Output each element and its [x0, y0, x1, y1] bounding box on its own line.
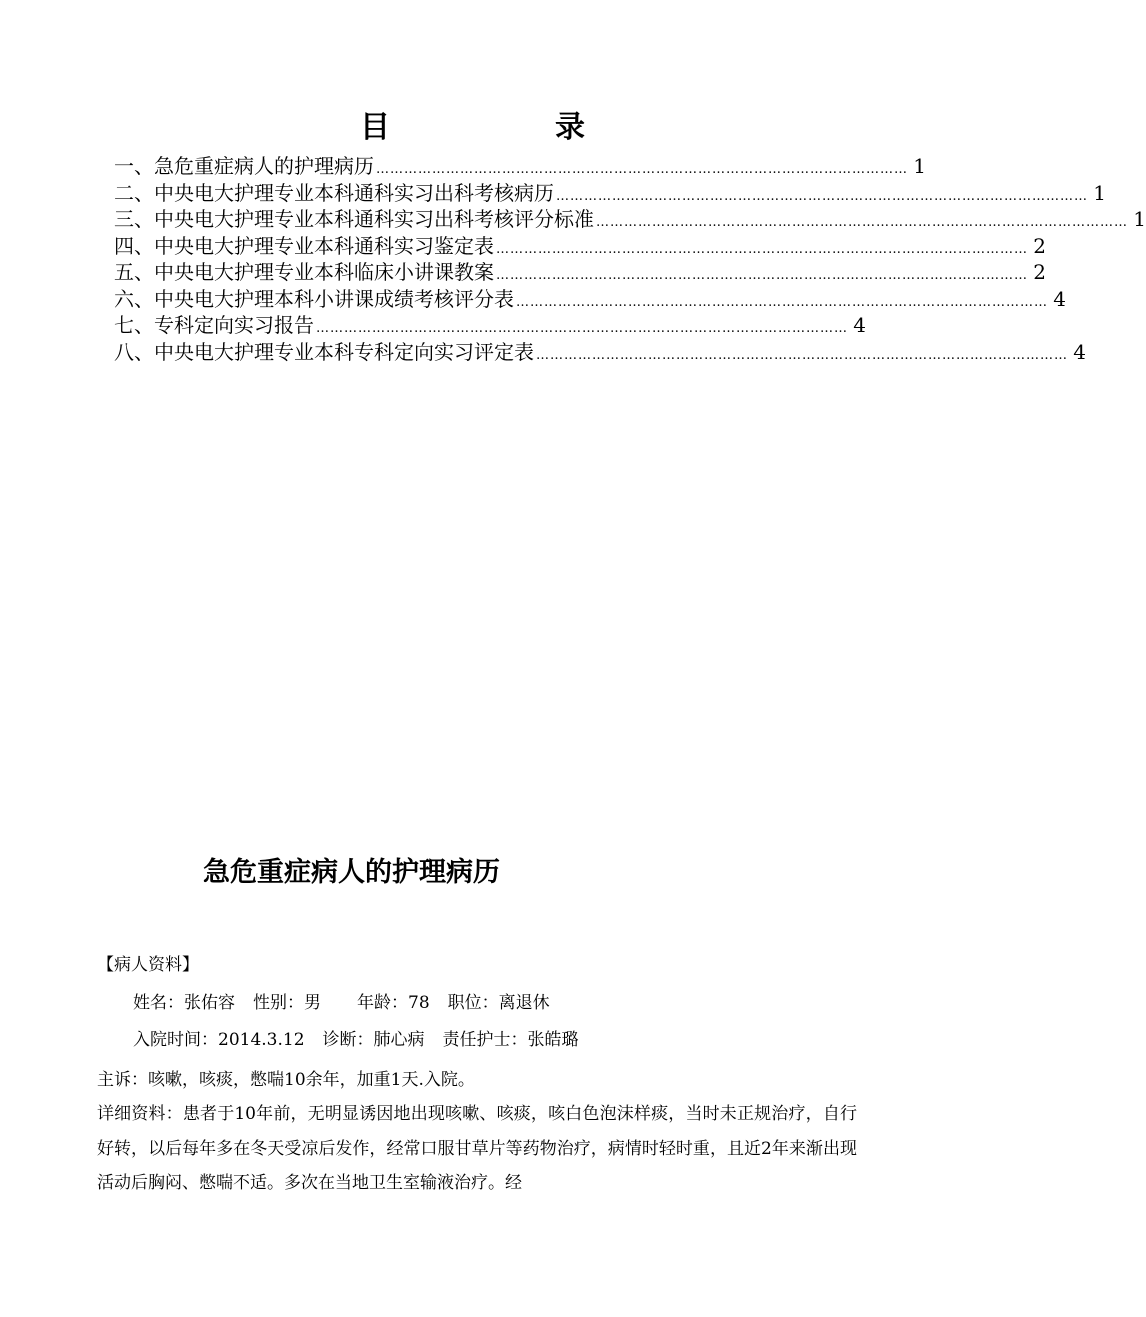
toc-title	[0, 108, 950, 148]
toc-entry-label: 八、中央电大护理专业本科专科定向实习评定表	[114, 339, 534, 364]
toc-entry[interactable]	[114, 153, 926, 180]
toc-entry[interactable]	[114, 259, 1046, 286]
toc-entry-page: 2	[1033, 260, 1046, 284]
responsible-nurse: 责任护士：张皓璐	[442, 1030, 579, 1050]
toc-entry[interactable]	[114, 286, 1066, 313]
toc-title-char-1: 目	[360, 110, 390, 145]
toc-entry-page: 4	[1073, 339, 1086, 364]
toc-entry-page: 1	[1093, 180, 1106, 205]
toc-entry[interactable]	[114, 312, 866, 339]
toc-entry-page: 1	[1133, 207, 1146, 231]
toc-entry-label: 二、中央电大护理专业本科通科实习出科考核病历	[114, 180, 554, 205]
detail-paragraph: 详细资料：患者于10年前，无明显诱因地出现咳嗽、咳痰，咳白色泡沫样痰，当时未正规治疗，自行好转，以后每年多在冬天受凉后发作，经常口服甘草片等药物治疗，病情时轻时重，且近2年来渐出现活动后胸闷、憋喘不适。多次在当地卫生室输液治疗。经	[97, 1104, 857, 1193]
toc-entry[interactable]	[114, 233, 1046, 260]
chief-complaint: 主诉：咳嗽，咳痰，憋喘10余年，加重1天.入院。	[97, 1070, 475, 1090]
toc-entry-label: 六、中央电大护理本科小讲课成绩考核评分表	[114, 286, 514, 311]
toc-entry-label: 四、中央电大护理专业本科通科实习鉴定表	[114, 233, 494, 258]
admit-time: 入院时间：2014.3.12	[133, 1030, 305, 1050]
patient-info-line	[133, 988, 550, 1013]
toc-entry-page: 2	[1033, 233, 1046, 258]
table-of-contents	[114, 153, 1146, 365]
toc-entry-label: 五、中央电大护理专业本科临床小讲课教案	[114, 260, 494, 284]
patient-name: 姓名：张佑容	[133, 993, 235, 1013]
diagnosis: 诊断：肺心病	[322, 1030, 425, 1050]
toc-leader-dots: ……………………………………………………………………………………………………	[496, 268, 1028, 283]
toc-entry-page: 4	[853, 313, 866, 337]
toc-leader-dots: ……………………………………………………………………………………………………	[496, 241, 1028, 257]
toc-entry[interactable]	[114, 339, 1086, 366]
toc-entry-page: 1	[913, 154, 926, 178]
toc-leader-dots: ……………………………………………………………………………………………………	[596, 215, 1128, 230]
toc-leader-dots: ……………………………………………………………………………………………………	[516, 294, 1048, 310]
section-heading: 【病人资料】	[97, 955, 199, 975]
patient-age: 年龄：78	[357, 993, 430, 1013]
toc-leader-dots: ……………………………………………………………………………………………………	[536, 347, 1068, 363]
toc-leader-dots: ……………………………………………………………………………………………………	[556, 188, 1088, 204]
toc-leader-dots: ……………………………………………………………………………………………………	[376, 162, 908, 177]
toc-entry[interactable]	[114, 180, 1106, 207]
toc-entry-label: 七、专科定向实习报告	[114, 313, 314, 337]
admission-info-line	[133, 1025, 579, 1050]
toc-entry[interactable]	[114, 206, 1146, 233]
toc-title-char-2: 录	[555, 110, 585, 145]
patient-job: 职位：离退休	[447, 993, 550, 1013]
toc-leader-dots: ……………………………………………………………………………………………………	[316, 321, 848, 336]
patient-gender: 性别：男	[253, 993, 321, 1013]
toc-entry-label: 一、急危重症病人的护理病历	[114, 154, 374, 178]
record-title: 急危重症病人的护理病历	[203, 857, 500, 888]
toc-entry-page: 4	[1053, 286, 1066, 311]
toc-entry-label: 三、中央电大护理专业本科通科实习出科考核评分标准	[114, 207, 594, 231]
